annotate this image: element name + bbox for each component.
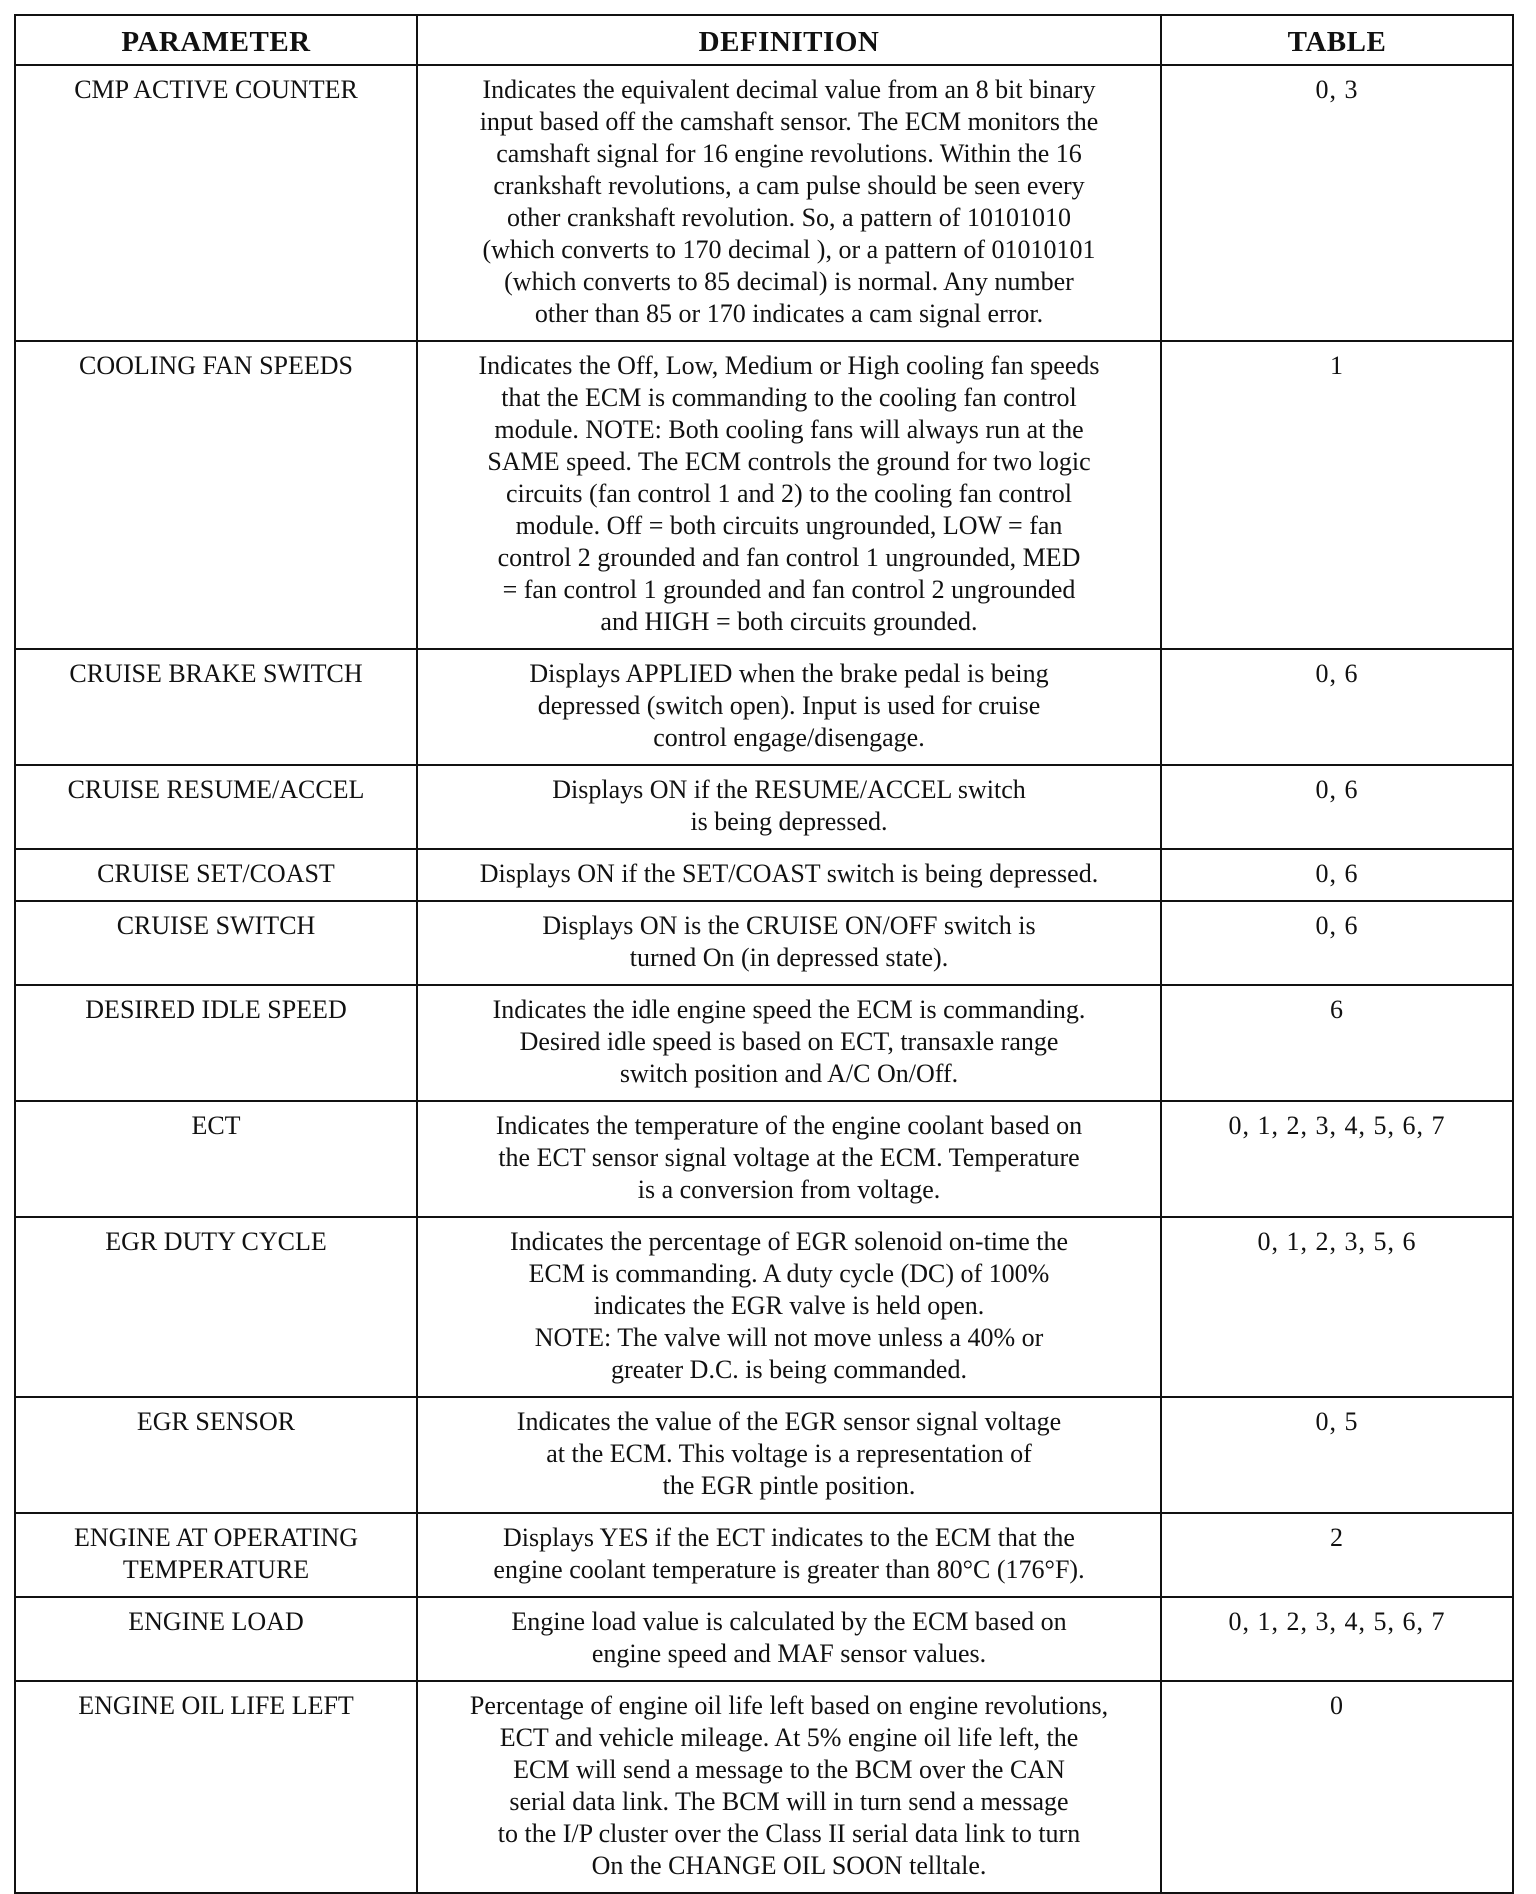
parameter-name-line: ECT [191, 1111, 241, 1140]
definition-line: crankshaft revolutions, a cam pulse should be seen every [493, 171, 1085, 200]
table-numbers-cell: 0, 6 [1161, 765, 1513, 849]
table-numbers-cell: 0, 5 [1161, 1397, 1513, 1513]
parameter-cell [15, 649, 417, 765]
table-row [15, 1513, 1513, 1597]
definition-line: at the ECM. This voltage is a representation of [546, 1439, 1032, 1468]
definition-line: and HIGH = both circuits grounded. [600, 607, 978, 636]
parameter-name-line: TEMPERATURE [122, 1555, 310, 1584]
parameter-cell [15, 849, 417, 901]
definition-cell [417, 1681, 1161, 1893]
table-numbers-cell: 0, 6 [1161, 849, 1513, 901]
definition-line: control engage/disengage. [653, 723, 925, 752]
definition-cell [417, 65, 1161, 341]
header-parameter: PARAMETER [15, 15, 417, 65]
table-row [15, 1681, 1513, 1893]
definition-line: (which converts to 170 decimal ), or a pattern of 01010101 [482, 235, 1096, 264]
parameter-cell [15, 1217, 417, 1397]
parameter-table-page [14, 14, 1512, 1894]
parameter-name-line: CRUISE SET/COAST [97, 859, 335, 888]
table-numbers-cell: 0, 6 [1161, 649, 1513, 765]
definition-cell [417, 901, 1161, 985]
table-row [15, 985, 1513, 1101]
definition-cell [417, 1397, 1161, 1513]
definition-line: On the CHANGE OIL SOON telltale. [591, 1851, 987, 1880]
definition-line: Indicates the percentage of EGR solenoid on-time the [509, 1227, 1069, 1256]
parameter-cell [15, 65, 417, 341]
header-table: TABLE [1161, 15, 1513, 65]
definition-line: circuits (fan control 1 and 2) to the cooling fan control [505, 479, 1073, 508]
definition-line: Displays ON if the SET/COAST switch is being depressed. [479, 859, 1099, 888]
parameter-definition-table [14, 14, 1514, 1894]
table-row [15, 1217, 1513, 1397]
definition-line: control 2 grounded and fan control 1 ungrounded, MED [497, 543, 1081, 572]
definition-line: Displays APPLIED when the brake pedal is being [529, 659, 1049, 688]
definition-line: is a conversion from voltage. [637, 1175, 941, 1204]
table-row [15, 341, 1513, 649]
definition-line: the ECT sensor signal voltage at the ECM. Temperature [498, 1143, 1080, 1172]
table-header-row [15, 15, 1513, 65]
table-numbers-cell: 0 [1161, 1681, 1513, 1893]
table-numbers-cell: 0, 1, 2, 3, 4, 5, 6, 7 [1161, 1101, 1513, 1217]
definition-line: ECT and vehicle mileage. At 5% engine oil life left, the [499, 1723, 1079, 1752]
table-row [15, 65, 1513, 341]
parameter-name-line: CMP ACTIVE COUNTER [74, 75, 358, 104]
definition-line: (which converts to 85 decimal) is normal. Any number [504, 267, 1074, 296]
definition-line: module. Off = both circuits ungrounded, LOW = fan [515, 511, 1063, 540]
definition-line: engine coolant temperature is greater than 80°C (176°F). [493, 1555, 1085, 1584]
definition-line: switch position and A/C On/Off. [619, 1059, 959, 1088]
definition-cell [417, 1101, 1161, 1217]
table-numbers-cell: 6 [1161, 985, 1513, 1101]
definition-line: serial data link. The BCM will in turn send a message [509, 1787, 1069, 1816]
definition-line: to the I/P cluster over the Class II serial data link to turn [497, 1819, 1081, 1848]
parameter-cell [15, 1513, 417, 1597]
definition-line: NOTE: The valve will not move unless a 40% or [534, 1323, 1044, 1352]
header-definition: DEFINITION [417, 15, 1161, 65]
parameter-cell [15, 1397, 417, 1513]
table-row [15, 849, 1513, 901]
definition-cell [417, 1597, 1161, 1681]
parameter-name-line: EGR DUTY CYCLE [105, 1227, 327, 1256]
parameter-cell [15, 1101, 417, 1217]
definition-line: turned On (in depressed state). [629, 943, 949, 972]
definition-line: other than 85 or 170 indicates a cam signal error. [534, 299, 1044, 328]
table-numbers-cell: 0, 1, 2, 3, 4, 5, 6, 7 [1161, 1597, 1513, 1681]
parameter-name-line: CRUISE RESUME/ACCEL [67, 775, 365, 804]
definition-line: Indicates the Off, Low, Medium or High cooling fan speeds [478, 351, 1100, 380]
parameter-name-line: ENGINE AT OPERATING [73, 1523, 359, 1552]
definition-cell [417, 765, 1161, 849]
table-body [15, 65, 1513, 1893]
definition-line: other crankshaft revolution. So, a pattern of 10101010 [507, 203, 1071, 232]
definition-line: Percentage of engine oil life left based on engine revolutions, [469, 1691, 1109, 1720]
parameter-cell [15, 985, 417, 1101]
table-numbers-cell: 0, 6 [1161, 901, 1513, 985]
table-numbers-cell: 2 [1161, 1513, 1513, 1597]
parameter-name-line: ENGINE LOAD [128, 1607, 304, 1636]
definition-line: ECM is commanding. A duty cycle (DC) of 100% [528, 1259, 1050, 1288]
definition-line: Indicates the equivalent decimal value from an 8 bit binary [482, 75, 1096, 104]
definition-cell [417, 985, 1161, 1101]
definition-line: the EGR pintle position. [662, 1471, 916, 1500]
definition-line: indicates the EGR valve is held open. [593, 1291, 985, 1320]
parameter-name-line: CRUISE SWITCH [116, 911, 316, 940]
parameter-name-line: EGR SENSOR [136, 1407, 296, 1436]
parameter-name-line: ENGINE OIL LIFE LEFT [78, 1691, 354, 1720]
parameter-name-line: DESIRED IDLE SPEED [85, 995, 347, 1024]
table-row [15, 1101, 1513, 1217]
definition-line: = fan control 1 grounded and fan control 2 ungrounded [502, 575, 1076, 604]
definition-line: depressed (switch open). Input is used for cruise [537, 691, 1041, 720]
table-row [15, 765, 1513, 849]
definition-cell [417, 849, 1161, 901]
parameter-cell [15, 765, 417, 849]
definition-cell [417, 1513, 1161, 1597]
table-row [15, 1397, 1513, 1513]
definition-line: Engine load value is calculated by the ECM based on [511, 1607, 1067, 1636]
parameter-cell [15, 1597, 417, 1681]
definition-line: is being depressed. [690, 807, 888, 836]
table-numbers-cell: 0, 1, 2, 3, 5, 6 [1161, 1217, 1513, 1397]
definition-line: greater D.C. is being commanded. [611, 1355, 967, 1384]
definition-line: Indicates the value of the EGR sensor signal voltage [516, 1407, 1062, 1436]
definition-line: Displays ON if the RESUME/ACCEL switch [552, 775, 1026, 804]
table-numbers-cell: 1 [1161, 341, 1513, 649]
definition-line: ECM will send a message to the BCM over the CAN [513, 1755, 1065, 1784]
parameter-name-line: COOLING FAN SPEEDS [79, 351, 353, 380]
table-row [15, 649, 1513, 765]
definition-cell [417, 1217, 1161, 1397]
definition-line: input based off the camshaft sensor. The ECM monitors the [479, 107, 1099, 136]
definition-line: Indicates the idle engine speed the ECM is commanding. [492, 995, 1086, 1024]
parameter-cell [15, 341, 417, 649]
parameter-cell [15, 901, 417, 985]
definition-line: module. NOTE: Both cooling fans will always run at the [494, 415, 1084, 444]
definition-cell [417, 341, 1161, 649]
definition-line: SAME speed. The ECM controls the ground for two logic [487, 447, 1091, 476]
definition-line: Displays ON is the CRUISE ON/OFF switch is [542, 911, 1036, 940]
definition-cell [417, 649, 1161, 765]
definition-line: Desired idle speed is based on ECT, transaxle range [519, 1027, 1059, 1056]
definition-line: Indicates the temperature of the engine coolant based on [495, 1111, 1083, 1140]
definition-line: Displays YES if the ECT indicates to the ECM that the [503, 1523, 1075, 1552]
definition-line: camshaft signal for 16 engine revolutions. Within the 16 [496, 139, 1082, 168]
table-row [15, 1597, 1513, 1681]
parameter-cell [15, 1681, 417, 1893]
table-numbers-cell: 0, 3 [1161, 65, 1513, 341]
definition-line: that the ECM is commanding to the cooling fan control [501, 383, 1077, 412]
table-row [15, 901, 1513, 985]
parameter-name-line: CRUISE BRAKE SWITCH [69, 659, 363, 688]
definition-line: engine speed and MAF sensor values. [591, 1639, 987, 1668]
